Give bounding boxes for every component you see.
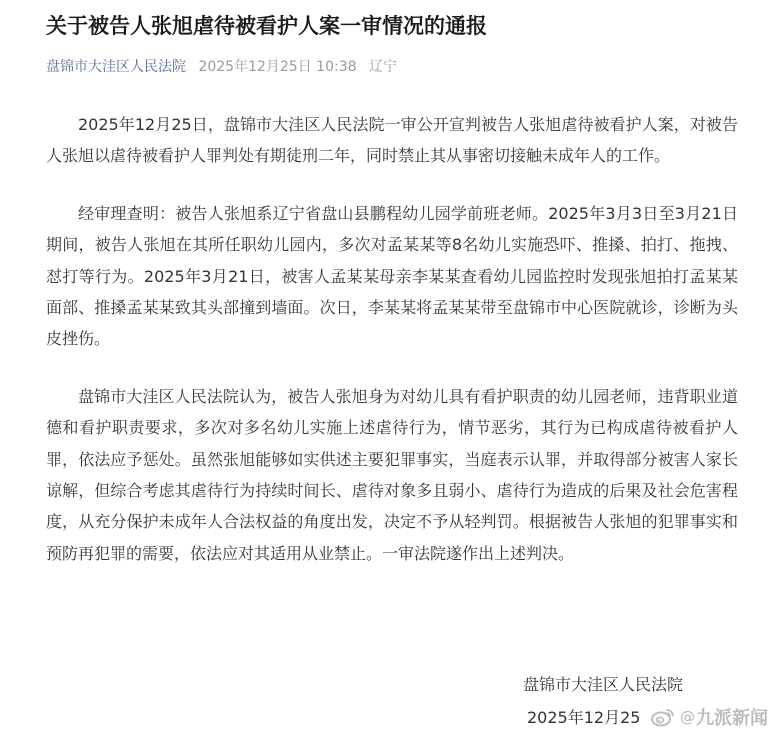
signature-date: 2025年12月25: [527, 708, 641, 727]
watermark-text: 九派新闻: [696, 708, 768, 729]
paragraph-facts: 经审理查明：被告人张旭系辽宁省盘山县鹏程幼儿园学前班老师。2025年3月3日至3月21日期间，被告人张旭在其所任职幼儿园内，多次对孟某某等8名幼儿实施恐吓、推搡、拍打、拖拽、怼打等行为。2025年3月21日，被害人孟某某母亲李某某查看幼儿园监控时发现张旭拍打孟某某面部、推搡孟某某致其头部撞到墙面。次日，李某某将孟某某带至盘锦市中心医院就诊，诊断为头皮挫伤。: [46, 203, 738, 349]
article-meta: [46, 56, 397, 78]
watermark: [647, 703, 774, 731]
paragraph-reasoning: 盘锦市大洼区人民法院认为，被告人张旭身为对幼儿具有看护职责的幼儿园老师，违背职业道德和看护职责要求，多次对多名幼儿实施上述虐待行为，情节恶劣，其行为已构成虐待被看护人罪，依法应予惩处。虽然张旭能够如实供述主要犯罪事实，当庭表示认罪，并取得部分被害人家长谅解，但综合考虑其虐待行为持续时间长、虐待对象多且弱小、虐待行为造成的后果及社会危害程度，从充分保护未成年人合法权益的角度出发，决定不予从轻判罚。根据被告人张旭的犯罪事实和预防再犯罪的需要，依法应对其适用从业禁止。一审法院遂作出上述判决。: [46, 386, 738, 563]
court-signature: 盘锦市大洼区人民法院: [522, 675, 683, 694]
watermark-at: @: [680, 708, 695, 726]
publish-time: 2025年12月25日 10:38: [198, 59, 357, 75]
article-title: 关于被告人张旭虐待被看护人案一审情况的通报: [46, 14, 487, 38]
weibo-icon: [651, 707, 675, 727]
source-link[interactable]: 盘锦市大洼区人民法院: [46, 59, 186, 75]
article-body: [46, 109, 738, 595]
publish-location: 辽宁: [368, 59, 397, 75]
paragraph-verdict: 2025年12月25日，盘锦市大洼区人民法院一审公开宣判被告人张旭虐待被看护人案，对被告人张旭以虐待被看护人罪判处有期徒刑二年，同时禁止其从事密切接触未成年人的工作。: [46, 115, 738, 166]
